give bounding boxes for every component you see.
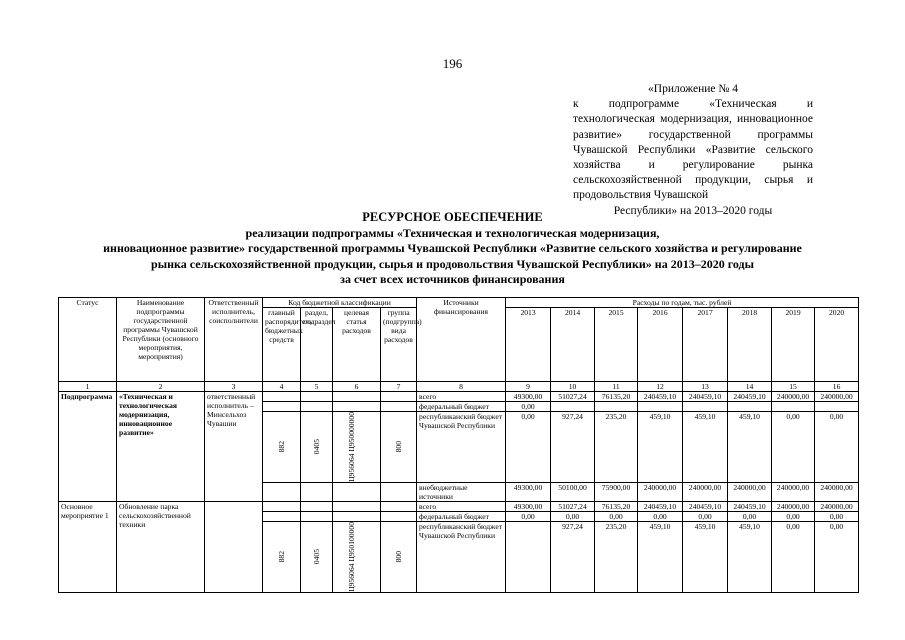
header-responsible: Ответственный исполнитель, соисполнители bbox=[205, 298, 263, 382]
appendix-last-line: Республики» на 2013–2020 годы bbox=[613, 204, 773, 217]
value-cell: 240000,00 bbox=[772, 501, 815, 511]
value-cell: 0,00 bbox=[683, 511, 728, 521]
row-responsible: ответственный исполнитель – Минсельхоз Чувашии bbox=[205, 392, 263, 502]
value-cell: 240000,00 bbox=[815, 392, 859, 402]
value-cell: 51027,24 bbox=[551, 501, 595, 511]
code-rz-cell bbox=[301, 412, 333, 483]
column-number: 15 bbox=[772, 382, 815, 392]
row-status: Подпрограмма bbox=[59, 392, 117, 502]
value-cell: 75900,00 bbox=[595, 482, 638, 501]
column-number: 12 bbox=[638, 382, 683, 392]
source-cell: внебюджетные источники bbox=[417, 482, 506, 501]
table-row bbox=[59, 501, 859, 511]
value-cell: 76135,20 bbox=[595, 501, 638, 511]
column-number: 9 bbox=[506, 382, 551, 392]
column-number: 10 bbox=[551, 382, 595, 392]
code-empty-cell bbox=[263, 402, 301, 412]
value-cell: 49300,00 bbox=[506, 501, 551, 511]
header-row-1 bbox=[59, 298, 859, 308]
appendix-body: к подпрограмме «Техническая и технологическая модернизация, инновационное развитие» государственной программы Чувашской Республики «Развитие сельского хозяйства и регулирование рынка сельскохозяйственной продукции, сырья и продовольствия Чувашской bbox=[573, 98, 813, 202]
code-vr-cell bbox=[381, 521, 417, 592]
value-cell: 0,00 bbox=[815, 511, 859, 521]
value-cell: 240000,00 bbox=[772, 482, 815, 501]
value-cell: 0,00 bbox=[772, 521, 815, 592]
value-cell bbox=[728, 402, 772, 412]
column-number: 8 bbox=[417, 382, 506, 392]
value-cell: 240000,00 bbox=[815, 501, 859, 511]
code-csr-cell bbox=[333, 521, 381, 592]
code-vr: 800 bbox=[394, 551, 404, 563]
code-empty-cell bbox=[301, 392, 333, 402]
title-line-5: за счет всех источников финансирования bbox=[340, 272, 565, 286]
code-csr: Ц956064 Ц950000000 bbox=[346, 412, 356, 482]
source-cell: всего bbox=[417, 501, 506, 511]
code-empty-cell bbox=[263, 501, 301, 511]
code-grbs-cell bbox=[263, 412, 301, 483]
code-csr: Ц956064 Ц950100000 bbox=[346, 521, 356, 592]
column-number-row bbox=[59, 382, 859, 392]
value-cell: 49300,00 bbox=[506, 392, 551, 402]
code-csr-cell bbox=[333, 412, 381, 483]
column-number: 7 bbox=[381, 382, 417, 392]
header-year: 2020 bbox=[815, 308, 859, 382]
source-cell: федеральный бюджет bbox=[417, 402, 506, 412]
value-cell bbox=[551, 402, 595, 412]
column-number: 6 bbox=[333, 382, 381, 392]
value-cell bbox=[815, 402, 859, 412]
value-cell: 0,00 bbox=[638, 511, 683, 521]
value-cell: 459,10 bbox=[728, 521, 772, 592]
source-cell: всего bbox=[417, 392, 506, 402]
value-cell: 459,10 bbox=[728, 412, 772, 483]
column-number: 4 bbox=[263, 382, 301, 392]
value-cell: 240459,10 bbox=[638, 392, 683, 402]
header-kbk-csr: целевая статья расходов bbox=[333, 308, 381, 382]
source-cell: республиканский бюджет Чувашской Республики bbox=[417, 521, 506, 592]
value-cell: 0,00 bbox=[815, 412, 859, 483]
column-number: 2 bbox=[117, 382, 205, 392]
code-empty-cell bbox=[381, 402, 417, 412]
code-grbs: 882 bbox=[277, 551, 286, 563]
code-grbs-cell bbox=[263, 521, 301, 592]
value-cell: 240000,00 bbox=[772, 392, 815, 402]
value-cell: 0,00 bbox=[815, 521, 859, 592]
header-year: 2019 bbox=[772, 308, 815, 382]
code-rz: 0405 bbox=[312, 439, 321, 455]
value-cell bbox=[506, 521, 551, 592]
document-title bbox=[0, 210, 905, 288]
appendix-title: «Приложение № 4 bbox=[648, 83, 738, 95]
column-number: 16 bbox=[815, 382, 859, 392]
row-name: «Техническая и технологическая модернизация, инновационное развитие» bbox=[117, 392, 205, 502]
column-number: 13 bbox=[683, 382, 728, 392]
value-cell: 240000,00 bbox=[815, 482, 859, 501]
code-grbs: 882 bbox=[277, 441, 286, 453]
column-number: 1 bbox=[59, 382, 117, 392]
value-cell: 0,00 bbox=[728, 511, 772, 521]
code-rz: 0405 bbox=[312, 549, 321, 565]
row-name: Обновление парка сельскохозяйственной техники bbox=[117, 501, 205, 592]
value-cell: 240459,10 bbox=[728, 392, 772, 402]
header-status: Статус bbox=[59, 298, 117, 382]
code-empty-cell bbox=[333, 392, 381, 402]
code-empty-cell bbox=[381, 511, 417, 521]
header-name: Наименование подпрограммы государственной программы Чувашской Республики (основного мероприятия, мероприятия) bbox=[117, 298, 205, 382]
value-cell bbox=[683, 402, 728, 412]
value-cell bbox=[638, 402, 683, 412]
title-line-2: реализации подпрограммы «Техническая и технологическая модернизация, bbox=[245, 225, 660, 240]
value-cell: 76135,20 bbox=[595, 392, 638, 402]
value-cell: 0,00 bbox=[506, 511, 551, 521]
code-empty-cell bbox=[381, 482, 417, 501]
source-cell: республиканский бюджет Чувашской Республики bbox=[417, 412, 506, 483]
column-number: 11 bbox=[595, 382, 638, 392]
code-empty-cell bbox=[381, 392, 417, 402]
column-number: 14 bbox=[728, 382, 772, 392]
code-empty-cell bbox=[263, 511, 301, 521]
code-rz-cell bbox=[301, 521, 333, 592]
value-cell: 0,00 bbox=[772, 511, 815, 521]
row-status: Основное мероприятие 1 bbox=[59, 501, 117, 592]
title-line-4: рынка сельскохозяйственной продукции, сырья и продовольствия Чувашской Республики» на 2013–2020 годы bbox=[151, 256, 754, 271]
code-vr: 800 bbox=[394, 441, 404, 453]
value-cell: 459,10 bbox=[683, 521, 728, 592]
value-cell: 927,24 bbox=[551, 412, 595, 483]
header-kbk-grbs: главный распорядитель бюджетных средств bbox=[263, 308, 301, 382]
header-year: 2014 bbox=[551, 308, 595, 382]
code-empty-cell bbox=[333, 482, 381, 501]
code-empty-cell bbox=[263, 392, 301, 402]
header-year: 2017 bbox=[683, 308, 728, 382]
code-empty-cell bbox=[301, 501, 333, 511]
code-empty-cell bbox=[381, 501, 417, 511]
page-number: 196 bbox=[442, 56, 463, 71]
value-cell: 0,00 bbox=[595, 511, 638, 521]
value-cell bbox=[772, 402, 815, 412]
title-line-3: инновационное развитие» государственной программы Чувашской Республики «Развитие сельского хозяйства и регулирование bbox=[103, 241, 802, 255]
column-number: 5 bbox=[301, 382, 333, 392]
header-kbk: Код бюджетной классификации bbox=[263, 298, 417, 308]
resource-table bbox=[58, 297, 859, 593]
code-empty-cell bbox=[333, 402, 381, 412]
code-empty-cell bbox=[301, 482, 333, 501]
value-cell: 0,00 bbox=[506, 412, 551, 483]
header-year: 2013 bbox=[506, 308, 551, 382]
value-cell: 0,00 bbox=[551, 511, 595, 521]
value-cell: 0,00 bbox=[772, 412, 815, 483]
header-year: 2018 bbox=[728, 308, 772, 382]
header-sources: Источники финансирования bbox=[417, 298, 506, 382]
value-cell: 240459,10 bbox=[683, 501, 728, 511]
value-cell bbox=[595, 402, 638, 412]
value-cell: 459,10 bbox=[638, 412, 683, 483]
value-cell: 235,20 bbox=[595, 412, 638, 483]
value-cell: 51027,24 bbox=[551, 392, 595, 402]
header-year: 2016 bbox=[638, 308, 683, 382]
value-cell: 459,10 bbox=[638, 521, 683, 592]
header-year: 2015 bbox=[595, 308, 638, 382]
column-number: 3 bbox=[205, 382, 263, 392]
code-empty-cell bbox=[333, 501, 381, 511]
value-cell: 240459,10 bbox=[683, 392, 728, 402]
table-row bbox=[59, 392, 859, 402]
value-cell: 459,10 bbox=[683, 412, 728, 483]
header-kbk-rz: раздел, подраздел bbox=[301, 308, 333, 382]
value-cell: 927,24 bbox=[551, 521, 595, 592]
title-line-1: РЕСУРСНОЕ ОБЕСПЕЧЕНИЕ bbox=[362, 210, 543, 224]
value-cell: 240459,10 bbox=[638, 501, 683, 511]
code-empty-cell bbox=[301, 402, 333, 412]
value-cell: 0,00 bbox=[506, 402, 551, 412]
code-vr-cell bbox=[381, 412, 417, 483]
code-empty-cell bbox=[263, 482, 301, 501]
row-responsible bbox=[205, 501, 263, 592]
value-cell: 240000,00 bbox=[638, 482, 683, 501]
header-kbk-vr: группа (подгруппа) вида расходов bbox=[381, 308, 417, 382]
value-cell: 49300,00 bbox=[506, 482, 551, 501]
value-cell: 50100,00 bbox=[551, 482, 595, 501]
code-empty-cell bbox=[301, 511, 333, 521]
value-cell: 240459,10 bbox=[728, 501, 772, 511]
value-cell: 235,20 bbox=[595, 521, 638, 592]
header-expenses: Расходы по годам, тыс. рублей bbox=[506, 298, 859, 308]
code-empty-cell bbox=[333, 511, 381, 521]
appendix-note bbox=[573, 82, 813, 219]
value-cell: 240000,00 bbox=[683, 482, 728, 501]
value-cell: 240000,00 bbox=[728, 482, 772, 501]
source-cell: федеральный бюджет bbox=[417, 511, 506, 521]
